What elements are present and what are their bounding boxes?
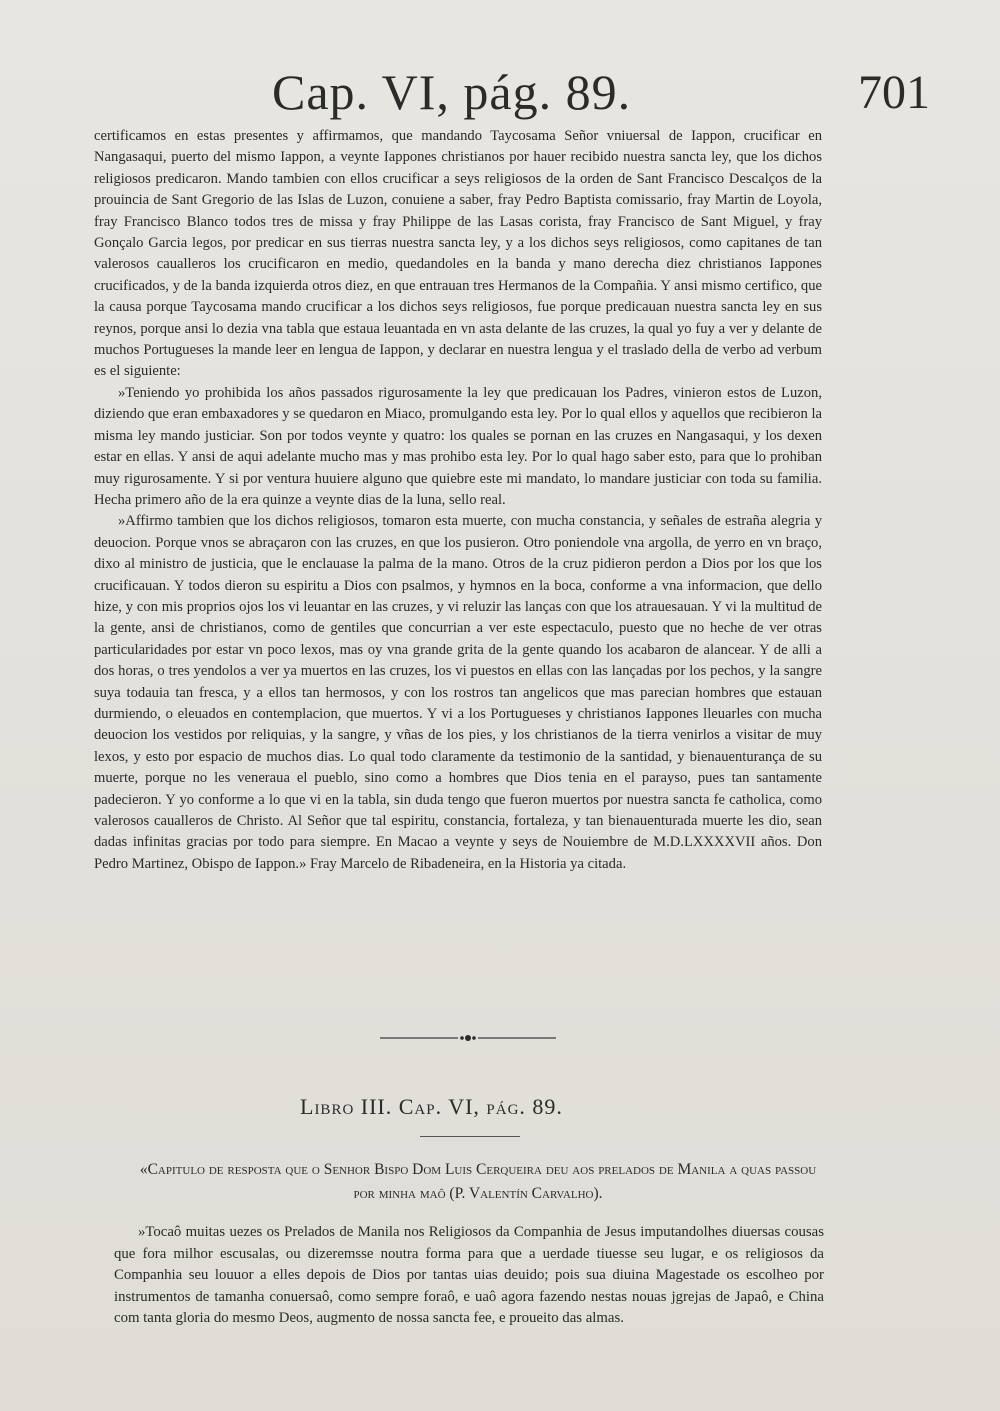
chapter-caption: «Capitulo de resposta que o Senhor Bispo Dom Luis Cerqueira deu aos prelados de Manila a quas passou por minha maô (P. Valentín Carvalho). [139,1161,817,1202]
paragraph-certification: certificamos en estas presentes y affirmamos, que mandando Taycosama Señor vniuersal de Iappon, crucificar en Nangasaqui, puerto del mismo Iappon, a veynte Iappones christianos por hauer recibido nuestra sancta ley, que los dichos religiosos predicaron. Mando tambien con ellos crucificar a seys religiosos de la orden de Sant Francisco Descalços de la prouincia de Sant Gregorio de las Islas de Luzon, conuiene a saber, fray Pedro Baptista comissario, fray Martin de Loyola, fray Francisco Blanco todos tres de missa y fray Philippe de las Lasas corista, fray Francisco de Sant Miguel, y fray Gonçalo Garcia legos, por predicar en sus tierras nuestra sancta ley, y a los dichos seys religiosos, como capitanes de tan valerosos caualleros los crucificaron en medio, quedandoles en la banda y mano derecha diez christianos Iappones crucificados, y de la banda izquierda otros diez, en que entrauan tres Hermanos de la Compañia. Y ansi mismo certifico, que la causa porque Taycosama mando crucificar a los dichos seys religiosos, fue porque predicauan nuestra sancta ley en sus reynos, porque ansi lo dezia vna tabla que estaua leuantada en vn asta delante de las cruzes, la qual yo fuy a ver y delante de muchos Portugueses la mande leer en lengua de Iappon, y declarar en nuestra lengua y el traslado della de verbo ad verbum es el siguiente: [94,128,822,380]
main-text-block [94,126,822,875]
paragraph-testimony: »Affirmo tambien que los dichos religiosos, tomaron esta muerte, con mucha constancia, y señales de estraña alegria y deuocion. Porque vnos se abraçaron con las cruzes, en que los pusieron. Otro poniendole vna argolla, de yerro en vn braço, dixo al ministro de justicia, que le enclauase la palma de la mano. Otros de la cruz pidieron perdon a Dios por los que los crucificauan. Y todos dieron su espiritu a Dios con psalmos, y hymnos en la boca, conforme a vna informacion, que dello hize, y con mis proprios ojos los vi leuantar en las cruzes, y vi reluzir las lanças con que los atrauesauan. Y vi la multitud de la gente, ansi de christianos, como de gentiles que concurrian a ver este espectaculo, puesto que no heche de ver otras particularidades por estar vn poco lexos, mas oy vna grande grita de la gente quando los acabaron de alancear. Y de alli a dos horas, o tres yendolos a ver ya muertos en las cruzes, los vi puestos en ellas con las lançadas por los pechos, y la sangre suya todauia tan fresca, y a ellos tan hermosos, y con los rostros tan angelicos que mas parecian hombres que estauan durmiendo, o eleuados en contemplacion, que muertos. Y vi a los Portugueses y christianos Iappones lleuarles con mucha deuocion los vestidos por reliquias, y la sangre, y vñas de los pies, y los christianos de la tierra venirlos a visitar de muy lexos, y esto por espacio de muchos dias. Lo qual todo claramente da testimonio de la santidad, y bienauenturança de su muerte, porque no les veneraua el pueblo, sino como a hombres que Dios tenia en el parayso, pues tan santamente padecieron. Y yo conforme a lo que vi en la tabla, sin duda tengo que fueron muertos por nuestra sancta fe catholica, como valerosos caualleros de Christo. Al Señor que tal espiritu, constancia, fortaleza, y tan bienauenturada muerte les dio, sean dadas infinitas gracias por todo para siempre. En Macao a veynte y seys de Nouiembre de M.D.LXXXXVII años. Don Pedro Martinez, Obispo de Iappon.» Fray Marcelo de Ribadeneira, en la Historia ya citada. [94,513,822,872]
paragraph-edict: »Teniendo yo prohibida los años passados rigurosamente la ley que predicauan los Padres, vinieron estos de Luzon, diziendo que eran embaxadores y se quedaron en Miaco, promulgando esta ley. Por lo qual ellos y aquellos que recibieron la misma ley mando justiciar. Son por todos veynte y quatro: los quales se pornan en las cruzes en Nangasaqui, y los dexen estar en ellas. Y ansi de aqui adelante mucho mas y mas prohibo esta ley. Por lo qual hago saber esto, para que lo prohiban muy rigurosamente. Y si por ventura huuiere alguno que quiebre este mi mandato, lo mandare justiciar con toda su familia. Hecha primero año de la era quinze a veynte dias de la luna, sello real. [94,384,822,508]
paragraph-section-body: »Tocaô muitas uezes os Prelados de Manila nos Religiosos da Companhia de Jesus imputandolhes diuersas cousas que fora milhor escusalas, ou dizeremsse noutra forma para que a uerdade tiuesse seu lugar, e os religiosos da Companhia seu louuor a elles depois de Dios por tantas uias deuido; pois sua diuina Magestade os escolheo por instrumentos de tamanha conuersaô, como sempre foraô, e uaô agora fazendo nestas nouas jgrejas de Japaô, e China com tanta gloria do mesmo Deos, augmento de nossa sancta fee, e proueito das almas. [114,1224,824,1327]
section-title-rule [420,1136,520,1137]
divider-ornament-icon [380,1030,556,1046]
section-title: Libro III. Cap. VI, pág. 89. [300,1094,563,1119]
page-number: 701 [858,66,930,119]
running-header-title: Cap. VI, pág. 89. [272,64,632,120]
section-text-block [114,1222,824,1330]
